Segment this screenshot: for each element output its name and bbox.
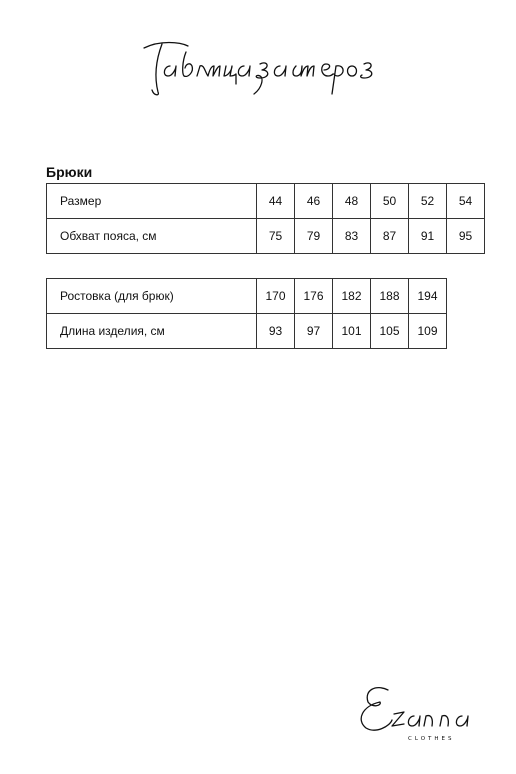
table-cell: 79 <box>295 219 333 254</box>
handwritten-title-image <box>140 36 380 98</box>
table-cell: 44 <box>257 184 295 219</box>
svg-text:CLOTHES: CLOTHES <box>408 736 455 742</box>
table-cell: 182 <box>333 279 371 314</box>
table-cell: 46 <box>295 184 333 219</box>
table-cell: 105 <box>371 314 409 349</box>
table-row <box>47 219 485 254</box>
table-cell: 170 <box>257 279 295 314</box>
height-length-table <box>46 278 447 349</box>
table-cell: 101 <box>333 314 371 349</box>
row-label-length: Длина изделия, см <box>47 314 257 349</box>
table-row <box>47 279 447 314</box>
table-cell: 93 <box>257 314 295 349</box>
table-cell: 176 <box>295 279 333 314</box>
table-cell: 87 <box>371 219 409 254</box>
table-row <box>47 314 447 349</box>
row-label-height: Ростовка (для брюк) <box>47 279 257 314</box>
table-cell: 48 <box>333 184 371 219</box>
table-cell: 54 <box>447 184 485 219</box>
table-cell: 91 <box>409 219 447 254</box>
brand-logo-image <box>352 680 488 746</box>
row-label-size: Размер <box>47 184 257 219</box>
table-cell: 83 <box>333 219 371 254</box>
table-cell: 50 <box>371 184 409 219</box>
table-cell: 52 <box>409 184 447 219</box>
table-cell: 75 <box>257 219 295 254</box>
row-label-waist: Обхват пояса, см <box>47 219 257 254</box>
table-row <box>47 184 485 219</box>
table-cell: 194 <box>409 279 447 314</box>
section-heading-trousers: Брюки <box>46 164 93 180</box>
table-cell: 109 <box>409 314 447 349</box>
table-cell: 188 <box>371 279 409 314</box>
waist-size-table <box>46 183 485 254</box>
table-cell: 95 <box>447 219 485 254</box>
table-cell: 97 <box>295 314 333 349</box>
